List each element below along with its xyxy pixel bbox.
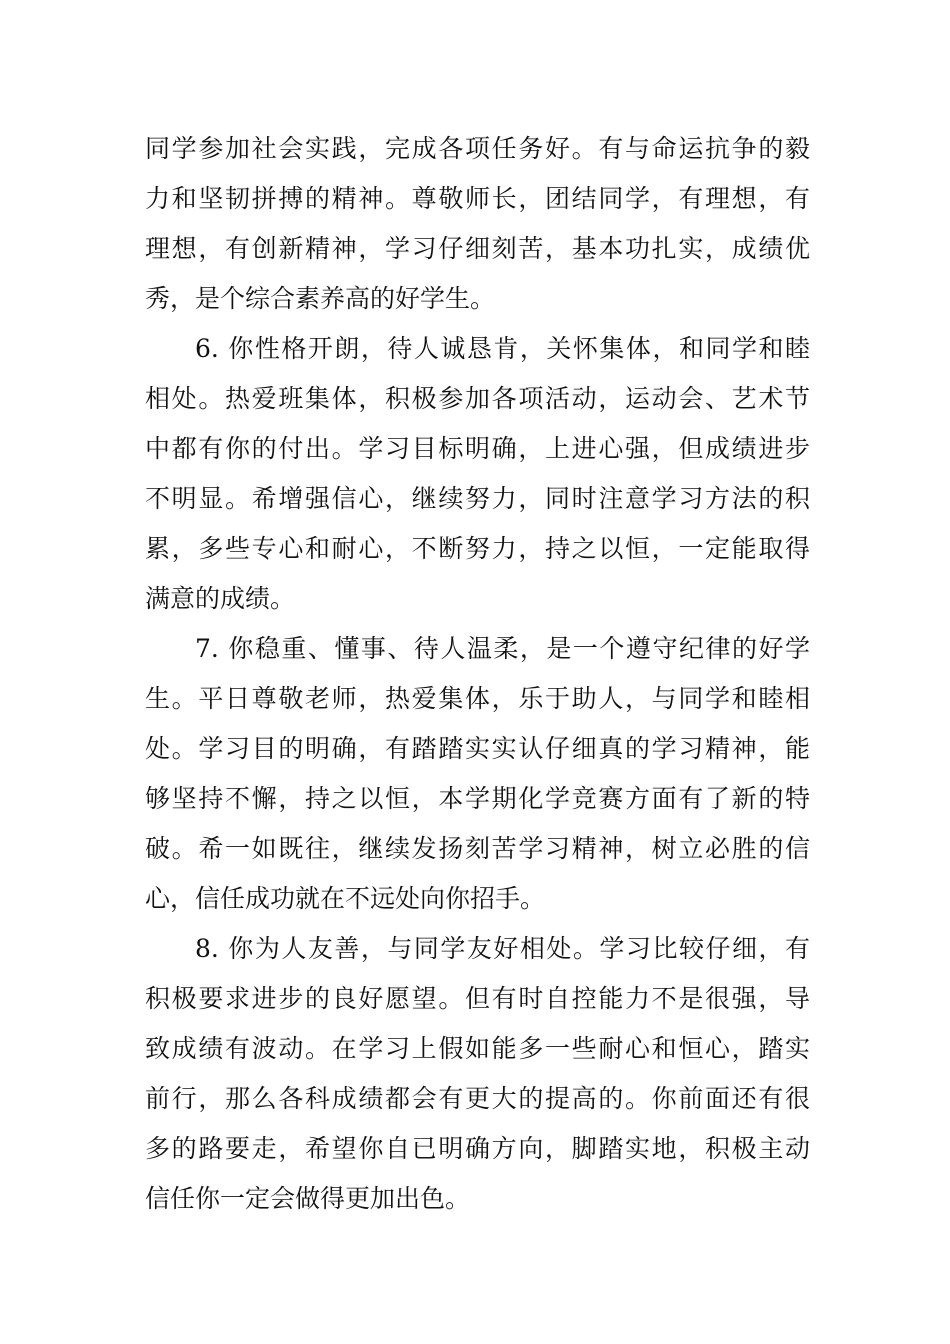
- text-line: 够坚持不懈，持之以恒，本学期化学竞赛方面有了新的特: [145, 784, 810, 813]
- text-line: 中都有你的付出。学习目标明确，上进心强，但成绩进步: [145, 434, 810, 463]
- text-line: 破。希一如既往，继续发扬刻苦学习精神，树立必胜的信: [145, 834, 810, 863]
- text-line: 力和坚韧拼搏的精神。尊敬师长，团结同学，有理想，有: [145, 184, 810, 213]
- text-line: 生。平日尊敬老师，热爱集体，乐于助人，与同学和睦相: [145, 684, 810, 713]
- text-line: 处。学习目的明确，有踏踏实实认仔细真的学习精神，能: [145, 734, 810, 763]
- text-line: 不明显。希增强信心，继续努力，同时注意学习方法的积: [145, 484, 810, 513]
- paragraph-7: [145, 624, 810, 924]
- document-body: [145, 124, 810, 1224]
- paragraph-5-continued: [145, 124, 810, 324]
- text-line: 同学参加社会实践，完成各项任务好。有与命运抗争的毅: [145, 134, 810, 163]
- paragraph-6: [145, 324, 810, 624]
- text-line: 7. 你稳重、懂事、待人温柔，是一个遵守纪律的好学: [195, 634, 810, 663]
- text-line: 满意的成绩。: [145, 584, 296, 613]
- text-line: 6. 你性格开朗，待人诚恳肯，关怀集体，和同学和睦: [195, 334, 810, 363]
- text-line: 心，信任成功就在不远处向你招手。: [145, 884, 546, 913]
- text-line: 信任你一定会做得更加出色。: [145, 1184, 471, 1213]
- text-line: 相处。热爱班集体，积极参加各项活动，运动会、艺术节: [145, 384, 810, 413]
- text-line: 前行，那么各科成绩都会有更大的提高的。你前面还有很: [145, 1084, 810, 1113]
- text-line: 累，多些专心和耐心，不断努力，持之以恒，一定能取得: [145, 534, 810, 563]
- text-line: 多的路要走，希望你自已明确方向，脚踏实地，积极主动: [145, 1134, 810, 1163]
- text-line: 秀，是个综合素养高的好学生。: [145, 284, 496, 313]
- text-line: 致成绩有波动。在学习上假如能多一些耐心和恒心，踏实: [145, 1034, 810, 1063]
- paragraph-8: [145, 924, 810, 1224]
- text-line: 理想，有创新精神，学习仔细刻苦，基本功扎实，成绩优: [145, 234, 810, 263]
- text-line: 8. 你为人友善，与同学友好相处。学习比较仔细，有: [195, 934, 810, 963]
- text-line: 积极要求进步的良好愿望。但有时自控能力不是很强，导: [145, 984, 810, 1013]
